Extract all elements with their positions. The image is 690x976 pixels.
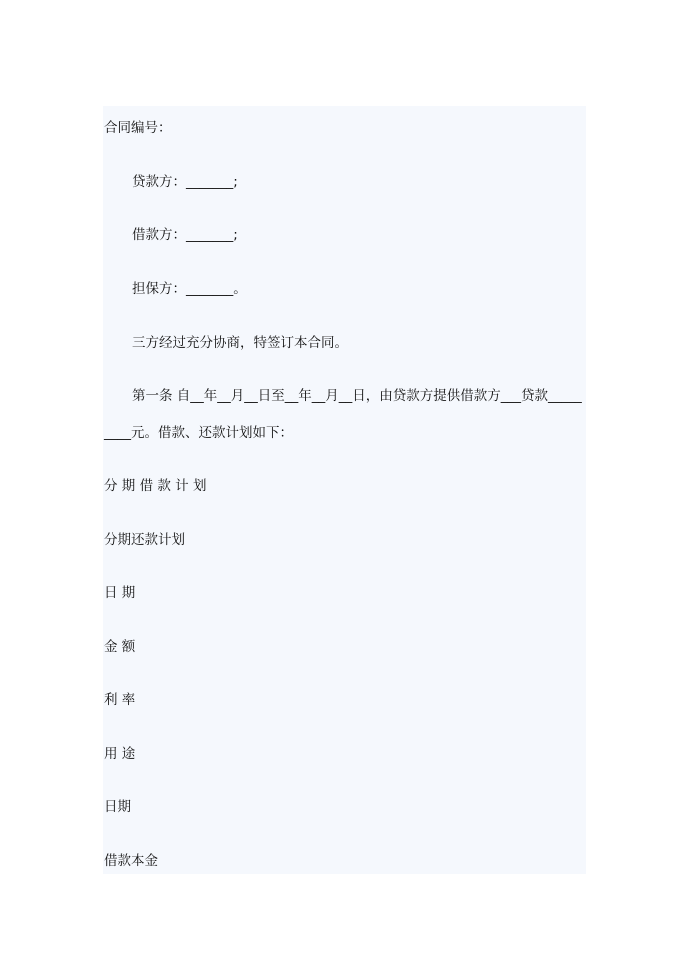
table-item-interest-rate: 利 率 [104, 692, 136, 708]
table-item-purpose: 用 途 [104, 746, 136, 762]
table-item-principal: 借款本金 [104, 853, 158, 869]
article-1-line-1: 第一条 自__年__月__日至__年__月__日，由贷款方提供借款方___贷款_____ [132, 388, 582, 404]
table-item-date-2: 日期 [104, 799, 131, 815]
table-item-installment-borrowing-plan: 分 期 借 款 计 划 [104, 478, 207, 494]
intro-paragraph: 三方经过充分协商，特签订本合同。 [132, 335, 348, 351]
table-item-date: 日 期 [104, 585, 136, 601]
borrower-line: 借款方：_______; [132, 227, 238, 243]
lender-line: 贷款方：_______; [132, 174, 238, 190]
contract-number-label: 合同编号： [104, 120, 172, 136]
table-item-amount: 金 额 [104, 639, 136, 655]
article-1-line-2: ____元。借款、还款计划如下： [104, 425, 293, 441]
table-item-installment-repayment-plan: 分期还款计划 [104, 532, 185, 548]
guarantor-line: 担保方：_______。 [132, 281, 247, 297]
